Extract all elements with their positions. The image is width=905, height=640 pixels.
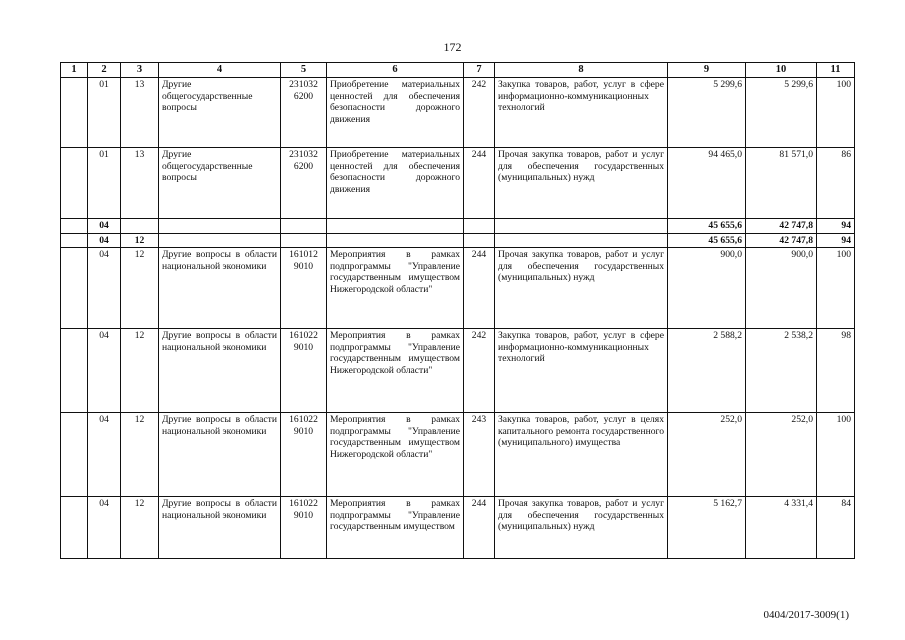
cell-section: 04 <box>88 219 121 234</box>
cell-col1 <box>61 148 88 219</box>
cell-subsection: 12 <box>121 329 159 413</box>
cell-plan: 2 588,2 <box>668 329 746 413</box>
cell-subsection: 12 <box>121 497 159 559</box>
cell-subsection: 13 <box>121 78 159 148</box>
cell-subsection: 12 <box>121 413 159 497</box>
cell-section: 04 <box>88 248 121 329</box>
cell-subsection-name <box>159 233 281 248</box>
cell-target-name: Мероприятия в рамках подпрограммы "Управление государственным имуществом Нижегородской области" <box>327 329 464 413</box>
cell-plan: 45 655,6 <box>668 219 746 234</box>
subsection-total-row <box>61 233 855 248</box>
cell-expense-type: 243 <box>464 413 495 497</box>
page-number: 172 <box>443 40 462 54</box>
cell-section: 01 <box>88 78 121 148</box>
cell-subsection-name: Другие вопросы в области национальной экономики <box>159 248 281 329</box>
cell-col1 <box>61 219 88 234</box>
cell-subsection <box>121 219 159 234</box>
cell-actual: 5 299,6 <box>746 78 817 148</box>
cell-col1 <box>61 413 88 497</box>
cell-percent: 86 <box>817 148 855 219</box>
cell-section: 04 <box>88 233 121 248</box>
cell-actual: 4 331,4 <box>746 497 817 559</box>
cell-target-code: 231032 6200 <box>281 78 327 148</box>
cell-plan: 45 655,6 <box>668 233 746 248</box>
cell-target-name: Мероприятия в рамках подпрограммы "Управление государственным имуществом Нижегородской области" <box>327 413 464 497</box>
cell-expense-type: 244 <box>464 148 495 219</box>
cell-subsection-name: Другие общегосударственные вопросы <box>159 78 281 148</box>
table-row <box>61 497 855 559</box>
table-row <box>61 148 855 219</box>
table-row <box>61 329 855 413</box>
col-header-1: 1 <box>61 63 88 78</box>
cell-subsection: 13 <box>121 148 159 219</box>
cell-col1 <box>61 329 88 413</box>
cell-target-code: 161012 9010 <box>281 248 327 329</box>
cell-expense-type: 244 <box>464 497 495 559</box>
cell-target-code: 231032 6200 <box>281 148 327 219</box>
cell-target-code: 161022 9010 <box>281 413 327 497</box>
cell-subsection: 12 <box>121 233 159 248</box>
cell-expense-name: Закупка товаров, работ, услуг в целях капитального ремонта государственного (муниципального) имущества <box>495 413 668 497</box>
cell-subsection-name: Другие вопросы в области национальной экономики <box>159 329 281 413</box>
cell-percent: 94 <box>817 233 855 248</box>
cell-plan: 94 465,0 <box>668 148 746 219</box>
cell-expense-type <box>464 233 495 248</box>
cell-section: 04 <box>88 413 121 497</box>
cell-actual: 42 747,8 <box>746 233 817 248</box>
col-header-9: 9 <box>668 63 746 78</box>
cell-subsection-name: Другие вопросы в области национальной экономики <box>159 497 281 559</box>
cell-subsection-name: Другие вопросы в области национальной экономики <box>159 413 281 497</box>
cell-plan: 5 299,6 <box>668 78 746 148</box>
cell-target-name <box>327 219 464 234</box>
cell-subsection-name <box>159 219 281 234</box>
cell-expense-type <box>464 219 495 234</box>
col-header-4: 4 <box>159 63 281 78</box>
cell-col1 <box>61 248 88 329</box>
cell-target-code <box>281 219 327 234</box>
cell-expense-type: 242 <box>464 78 495 148</box>
cell-expense-name <box>495 219 668 234</box>
cell-subsection: 12 <box>121 248 159 329</box>
cell-percent: 100 <box>817 413 855 497</box>
col-header-11: 11 <box>817 63 855 78</box>
cell-target-name: Приобретение материальных ценностей для обеспечения безопасности дорожного движения <box>327 148 464 219</box>
cell-section: 04 <box>88 497 121 559</box>
section-total-row <box>61 219 855 234</box>
cell-actual: 42 747,8 <box>746 219 817 234</box>
cell-target-name <box>327 233 464 248</box>
cell-target-code <box>281 233 327 248</box>
cell-expense-name: Закупка товаров, работ, услуг в сфере информационно-коммуникационных технологий <box>495 78 668 148</box>
cell-plan: 900,0 <box>668 248 746 329</box>
cell-plan: 5 162,7 <box>668 497 746 559</box>
document-code: 0404/2017-3009(1) <box>763 609 849 621</box>
col-header-7: 7 <box>464 63 495 78</box>
cell-expense-name: Закупка товаров, работ, услуг в сфере информационно-коммуникационных технологий <box>495 329 668 413</box>
col-header-5: 5 <box>281 63 327 78</box>
cell-expense-type: 244 <box>464 248 495 329</box>
cell-expense-name: Прочая закупка товаров, работ и услуг для обеспечения государственных (муниципальных) нужд <box>495 148 668 219</box>
cell-expense-type: 242 <box>464 329 495 413</box>
cell-actual: 900,0 <box>746 248 817 329</box>
col-header-6: 6 <box>327 63 464 78</box>
cell-col1 <box>61 78 88 148</box>
cell-actual: 81 571,0 <box>746 148 817 219</box>
col-header-2: 2 <box>88 63 121 78</box>
cell-target-code: 161022 9010 <box>281 497 327 559</box>
cell-expense-name <box>495 233 668 248</box>
cell-percent: 100 <box>817 248 855 329</box>
cell-actual: 252,0 <box>746 413 817 497</box>
cell-percent: 100 <box>817 78 855 148</box>
cell-expense-name: Прочая закупка товаров, работ и услуг для обеспечения государственных (муниципальных) нужд <box>495 248 668 329</box>
col-header-8: 8 <box>495 63 668 78</box>
cell-actual: 2 538,2 <box>746 329 817 413</box>
cell-subsection-name: Другие общегосударственные вопросы <box>159 148 281 219</box>
cell-target-name: Мероприятия в рамках подпрограммы "Управление государственным имуществом Нижегородской области" <box>327 248 464 329</box>
cell-percent: 98 <box>817 329 855 413</box>
cell-target-name: Мероприятия в рамках подпрограммы "Управление государственным имуществом <box>327 497 464 559</box>
table-row <box>61 78 855 148</box>
col-header-3: 3 <box>121 63 159 78</box>
cell-col1 <box>61 497 88 559</box>
table-row <box>61 248 855 329</box>
cell-percent: 94 <box>817 219 855 234</box>
cell-section: 01 <box>88 148 121 219</box>
cell-target-name: Приобретение материальных ценностей для обеспечения безопасности дорожного движения <box>327 78 464 148</box>
table-row <box>61 413 855 497</box>
cell-plan: 252,0 <box>668 413 746 497</box>
cell-section: 04 <box>88 329 121 413</box>
cell-percent: 84 <box>817 497 855 559</box>
cell-col1 <box>61 233 88 248</box>
header-row <box>61 63 855 78</box>
budget-table <box>60 62 855 559</box>
cell-target-code: 161022 9010 <box>281 329 327 413</box>
cell-expense-name: Прочая закупка товаров, работ и услуг для обеспечения государственных (муниципальных) нужд <box>495 497 668 559</box>
col-header-10: 10 <box>746 63 817 78</box>
